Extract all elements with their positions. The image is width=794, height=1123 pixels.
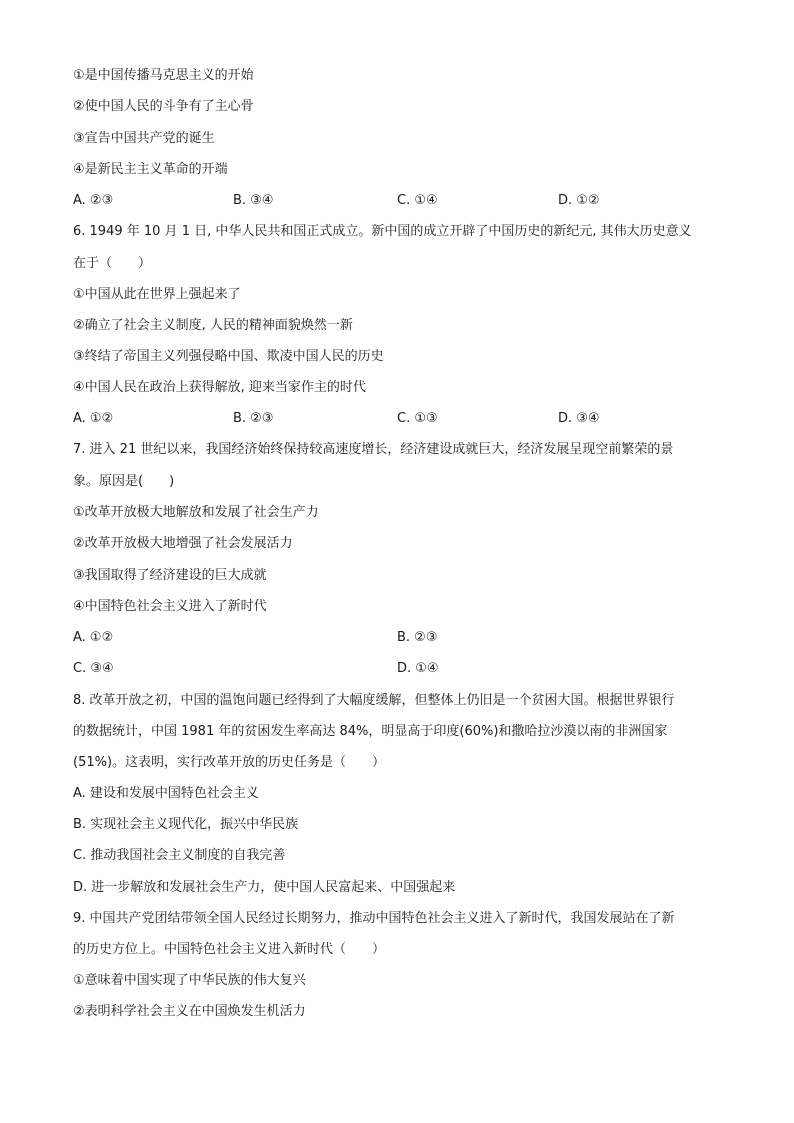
q5-option-a: A. ②③ [73,193,114,208]
q6-option-c: C. ①③ [397,411,438,426]
q7-stem: 7. 进入 21 世纪以来，我国经济始终保持较高速度增长，经济建设成就巨大，经济发展呈现空前繁荣的景 [73,442,674,457]
q5-item: ④是新民主主义革命的开端 [73,162,228,177]
q7-option-c: C. ③④ [73,661,114,676]
q6-stem: 6. 1949 年 10 月 1 日, 中华人民共和国正式成立。新中国的成立开辟了中国历史的新纪元, 其伟大历史意义 [73,224,692,239]
q8-stem: 的数据统计，中国 1981 年的贫困发生率高达 84%，明显高于印度(60%)和撒哈拉沙漠以南的非洲国家 [73,724,668,739]
q5-option-d: D. ①② [558,193,600,208]
q6-option-d: D. ③④ [558,411,600,426]
q8-option-b: B. 实现社会主义现代化，振兴中华民族 [73,817,299,832]
q8-option-d: D. 进一步解放和发展社会生产力，使中国人民富起来、中国强起来 [73,880,456,895]
q7-option-b: B. ②③ [397,630,438,645]
q6-option-b: B. ②③ [233,411,274,426]
q6-option-a: A. ①② [73,411,114,426]
q5-item: ①是中国传播马克思主义的开始 [73,68,254,83]
q9-stem: 9. 中国共产党团结带领全国人民经过长期努力，推动中国特色社会主义进入了新时代，我国发展站在了新 [73,911,675,926]
q6-stem: 在于（ ） [73,256,152,271]
q8-stem: (51%)。这表明，实行改革开放的历史任务是（ ） [73,755,386,770]
q7-item: ②改革开放极大地增强了社会发展活力 [73,536,293,551]
q7-item: ③我国取得了经济建设的巨大成就 [73,568,267,583]
q7-option-a: A. ①② [73,630,114,645]
q5-option-c: C. ①④ [397,193,438,208]
q5-item: ②使中国人民的斗争有了主心骨 [73,99,254,114]
q9-item: ①意味着中国实现了中华民族的伟大复兴 [73,973,306,988]
q6-item: ④中国人民在政治上获得解放, 迎来当家作主的时代 [73,380,366,395]
q6-item: ③终结了帝国主义列强侵略中国、欺凌中国人民的历史 [73,349,384,364]
q6-item: ②确立了社会主义制度, 人民的精神面貌焕然一新 [73,318,353,333]
q8-option-a: A. 建设和发展中国特色社会主义 [73,786,259,801]
q6-item: ①中国从此在世界上强起来了 [73,287,241,302]
q5-item: ③宣告中国共产党的诞生 [73,131,215,146]
q7-item: ④中国特色社会主义进入了新时代 [73,599,267,614]
q7-option-d: D. ①④ [397,661,439,676]
q5-option-b: B. ③④ [233,193,274,208]
q7-item: ①改革开放极大地解放和发展了社会生产力 [73,505,319,520]
q9-stem: 的历史方位上。中国特色社会主义进入新时代（ ） [73,942,386,957]
q7-stem: 象。原因是( ) [73,474,175,489]
q9-item: ②表明科学社会主义在中国焕发生机活力 [73,1004,306,1019]
q8-option-c: C. 推动我国社会主义制度的自我完善 [73,848,286,863]
q8-stem: 8. 改革开放之初，中国的温饱问题已经得到了大幅度缓解，但整体上仍旧是一个贫困大国。根据世界银行 [73,693,675,708]
